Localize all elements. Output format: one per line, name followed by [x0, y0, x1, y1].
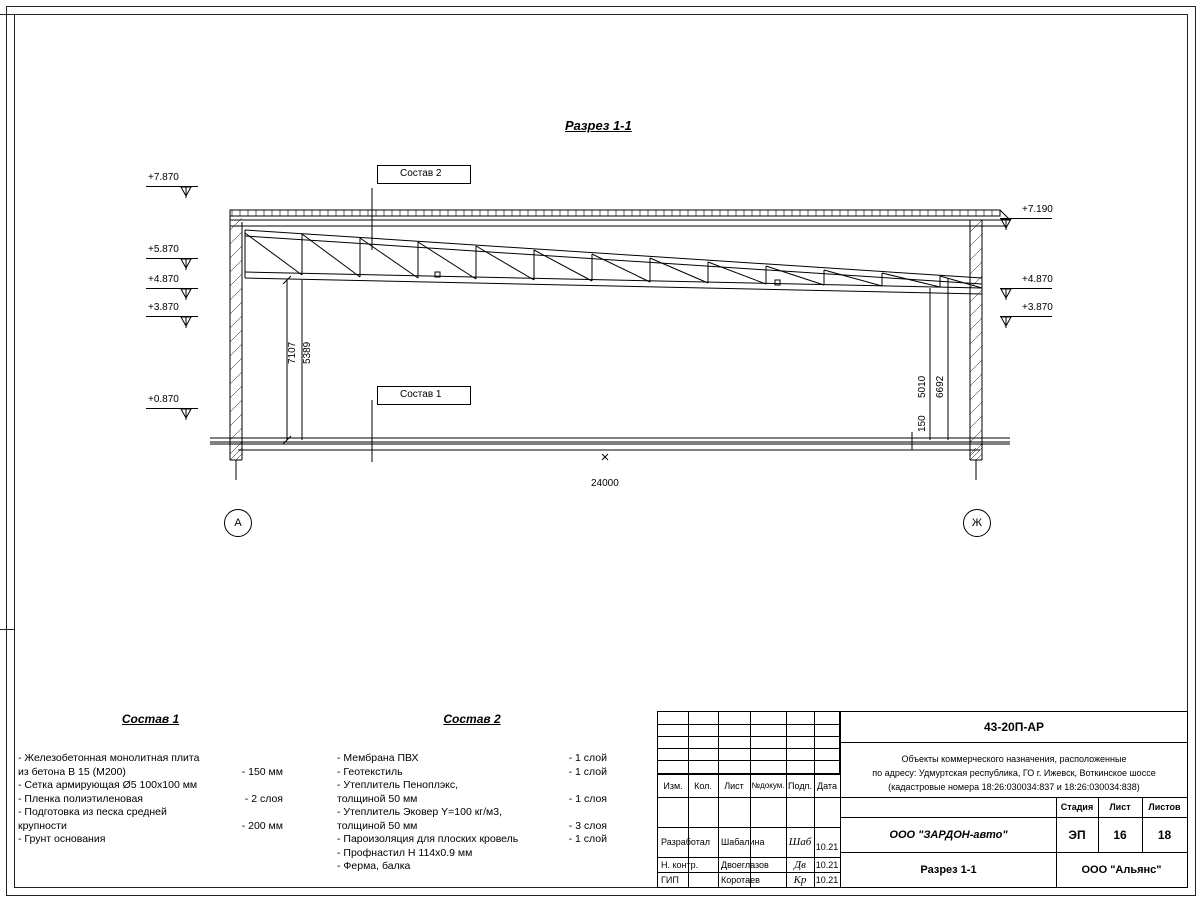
- callout-sostav-1: [377, 386, 471, 405]
- composition-row-value: - 200 мм: [241, 819, 283, 832]
- dimension-5389: 5389: [302, 341, 313, 364]
- stamp-stage-value: ЭП: [1068, 827, 1086, 842]
- frame-tick-mid: [0, 629, 14, 630]
- composition-row-text: - Ферма, балка: [337, 860, 411, 872]
- frame-tick-top: [0, 14, 14, 15]
- dimension-span: 24000: [591, 478, 619, 489]
- composition-row-text: - Геотекстиль: [337, 765, 403, 778]
- stamp-object-line2: по адресу: Удмуртская республика, ГО г. Ижевск, Воткинское шоссе: [872, 768, 1156, 778]
- axis-marker-left: [224, 509, 252, 537]
- stamp-customer: ООО "ЗАРДОН-авто": [889, 828, 1008, 841]
- callout-sostav-1-label: Состав 1: [400, 389, 442, 400]
- axis-marker-right-label: Ж: [971, 517, 983, 529]
- stamp-list-header: Лист: [1109, 802, 1131, 812]
- composition-1: [18, 712, 283, 847]
- stamp-header-ndoc: №докум.: [751, 781, 785, 790]
- composition-row-text: - Утеплитель Эковер Y=100 кг/м3,: [337, 806, 503, 818]
- level-text: +7.870: [148, 172, 179, 183]
- stamp-lists-value: 18: [1157, 827, 1172, 842]
- stamp-role-1: Н. контр.: [661, 859, 699, 870]
- composition-2-title: Состав 2: [443, 712, 501, 726]
- stamp-object-line1: Объекты коммерческого назначения, расположенные: [901, 754, 1127, 764]
- composition-2-row: [337, 860, 607, 874]
- stamp-signature-0: Шаб: [788, 836, 812, 848]
- stamp-date-0: 10.21: [815, 842, 839, 852]
- dimension-6692: 6692: [935, 375, 946, 398]
- composition-row-value: - 1 слой: [568, 833, 607, 845]
- stamp-name-1: Двоеглазов: [721, 859, 769, 870]
- callout-sostav-2: [377, 165, 471, 184]
- composition-2-row: [337, 806, 607, 820]
- stamp-object-line3: (кадастровые номера 18:26:030034:837 и 18:26:030034:838): [888, 782, 1140, 792]
- stamp-date-1: 10.21: [815, 859, 839, 870]
- composition-row-text: - Сетка армирующая Ø5 100х100 мм: [18, 779, 198, 791]
- stamp-signature-2: Кр: [793, 873, 807, 886]
- composition-row-value: - 3 слоя: [568, 819, 607, 832]
- composition-1-row: [18, 806, 283, 820]
- level-text: +5.870: [148, 244, 179, 255]
- stamp-name-0: Шабалина: [721, 837, 765, 847]
- stamp-header-izm: Изм.: [663, 780, 683, 791]
- composition-row-text: - Грунт основания: [18, 833, 106, 845]
- composition-2-row: [337, 820, 607, 834]
- composition-row-text: крупности: [18, 819, 67, 832]
- stamp-header-podp: Подп.: [788, 780, 812, 791]
- level-text: +0.870: [148, 394, 179, 405]
- level-text: +4.870: [148, 274, 179, 285]
- composition-row-text: - Железобетонная монолитная плита: [18, 752, 200, 764]
- level-text: +4.870: [1022, 274, 1053, 285]
- composition-1-row: [18, 779, 283, 793]
- stamp-name-2: Коротаев: [721, 874, 760, 885]
- level-text: +3.870: [1022, 302, 1053, 313]
- composition-row-value: - 1 слой: [568, 765, 607, 778]
- composition-row-text: - Мембрана ПВХ: [337, 752, 419, 764]
- stamp-date-2: 10.21: [815, 874, 839, 885]
- composition-row-text: - Подготовка из песка средней: [18, 806, 167, 818]
- composition-row-text: толщиной 50 мм: [337, 792, 418, 805]
- stamp-lists-header: Листов: [1148, 802, 1181, 812]
- section-drawing: [150, 160, 1050, 480]
- composition-row-value: - 150 мм: [241, 765, 283, 778]
- stamp-stage-header: Стадия: [1060, 802, 1094, 812]
- stamp-list-value: 16: [1113, 827, 1127, 842]
- composition-1-row: [18, 833, 283, 847]
- composition-1-title: Состав 1: [121, 712, 180, 726]
- composition-2-row: [337, 766, 607, 780]
- revision-grid: [658, 712, 840, 774]
- composition-1-row: [18, 766, 283, 780]
- stamp-doc-code: 43-20П-АР: [984, 720, 1044, 734]
- stamp-signature-1: Дв: [794, 858, 806, 871]
- composition-row-value: - 2 слоя: [244, 792, 283, 805]
- stamp-designer: ООО "Альянс": [1081, 863, 1162, 876]
- composition-2: [337, 712, 607, 874]
- composition-1-row: [18, 793, 283, 807]
- composition-row-text: - Пленка полиэтиленовая: [18, 792, 143, 805]
- composition-1-row: [18, 820, 283, 834]
- stamp-role-2: ГИП: [661, 874, 679, 885]
- stamp-header-kol: Кол.: [694, 780, 712, 791]
- composition-row-value: - 1 слоя: [568, 792, 607, 805]
- level-text: +3.870: [148, 302, 179, 313]
- level-text: +7.190: [1022, 204, 1053, 215]
- page-title: Разрез 1-1: [565, 118, 632, 133]
- composition-row-text: толщиной 50 мм: [337, 819, 418, 832]
- stamp-role-0: Разработал: [661, 837, 710, 847]
- composition-row-text: - Утеплитель Пеноплэкс,: [337, 779, 459, 791]
- axis-marker-left-label: А: [234, 517, 242, 529]
- stamp-header-list: Лист: [724, 780, 744, 791]
- composition-row-text: из бетона В 15 (М200): [18, 765, 126, 778]
- composition-1-row: [18, 752, 283, 766]
- composition-2-row: [337, 752, 607, 766]
- composition-2-row: [337, 847, 607, 861]
- composition-row-value: - 1 слой: [568, 752, 607, 764]
- composition-2-row: [337, 833, 607, 847]
- callout-sostav-2-label: Состав 2: [400, 168, 442, 179]
- dimension-150: 150: [917, 415, 928, 432]
- axis-marker-right: [963, 509, 991, 537]
- composition-2-row: [337, 793, 607, 807]
- composition-row-text: - Профнастил Н 114х0.9 мм: [337, 846, 473, 859]
- title-block: [657, 711, 1188, 888]
- composition-row-text: - Пароизоляция для плоских кровель: [337, 833, 519, 845]
- dimension-5010: 5010: [917, 375, 928, 398]
- stamp-sheet-title: Разрез 1-1: [920, 863, 977, 876]
- stamp-header-data: Дата: [817, 780, 837, 791]
- dimension-7107: 7107: [287, 341, 298, 364]
- composition-2-row: [337, 779, 607, 793]
